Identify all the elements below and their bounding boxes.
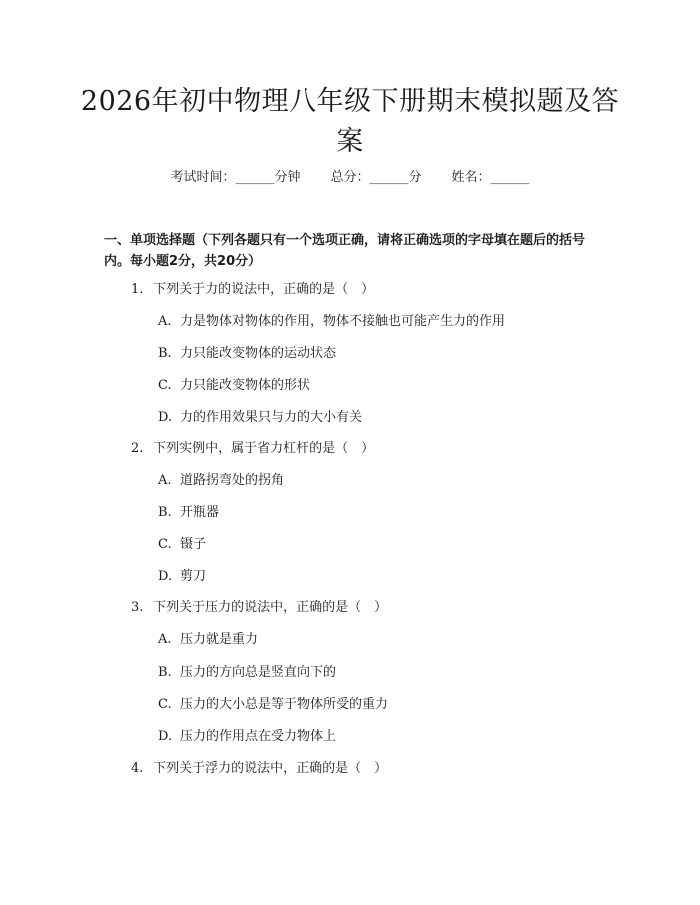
option-text: 压力的方向总是竖直向下的 — [180, 665, 337, 680]
question-text: 下列关于力的说法中，正确的是（ ） — [153, 282, 375, 297]
option-letter: C. — [158, 697, 172, 712]
option-text: 压力的作用点在受力物体上 — [180, 729, 337, 744]
exam-meta — [0, 168, 700, 188]
option-text: 镊子 — [180, 537, 207, 552]
option-text: 剪刀 — [180, 569, 207, 584]
question-number: 2. — [131, 441, 144, 456]
option-text: 压力就是重力 — [180, 632, 259, 647]
page-title: 2026年初中物理八年级下册期末模拟题及答案 — [80, 86, 620, 157]
question-1 — [131, 281, 374, 299]
option-letter: A. — [158, 632, 172, 647]
option-letter: D. — [158, 410, 173, 425]
option-letter: D. — [158, 569, 173, 584]
option-letter: C. — [158, 537, 172, 552]
option-text: 开瓶器 — [180, 505, 220, 520]
option-letter: D. — [158, 729, 173, 744]
question-number: 3. — [131, 600, 144, 615]
question-4 — [131, 760, 387, 778]
total-score-field: 总分：______分 — [330, 170, 422, 185]
option-letter: B. — [158, 346, 172, 361]
option-3c — [158, 696, 388, 714]
question-number: 4. — [131, 761, 144, 776]
question-text: 下列实例中，属于省力杠杆的是（ ） — [153, 441, 375, 456]
option-text: 力只能改变物体的运动状态 — [180, 346, 337, 361]
option-text: 压力的大小总是等于物体所受的重力 — [180, 697, 389, 712]
option-text: 道路拐弯处的拐角 — [180, 473, 285, 488]
question-2 — [131, 440, 374, 458]
option-text: 力是物体对物体的作用，物体不接触也可能产生力的作用 — [180, 314, 506, 329]
section-heading: 一、单项选择题（下列各题只有一个选项正确，请将正确选项的字母填在题后的括号内。每小题2分，共20分） — [104, 233, 586, 269]
name-field: 姓名：______ — [451, 170, 530, 185]
question-text: 下列关于浮力的说法中，正确的是（ ） — [153, 761, 388, 776]
option-letter: A. — [158, 314, 172, 329]
option-2d — [158, 568, 206, 586]
question-3 — [131, 599, 387, 617]
question-number: 1. — [131, 282, 144, 297]
option-1c — [158, 377, 310, 395]
option-1d — [158, 409, 362, 427]
option-2c — [158, 536, 206, 554]
option-1b — [158, 345, 336, 363]
exam-time-field: 考试时间：______分钟 — [170, 170, 301, 185]
option-text: 力只能改变物体的形状 — [180, 378, 311, 393]
option-1a — [158, 313, 505, 331]
option-letter: A. — [158, 473, 172, 488]
option-text: 力的作用效果只与力的大小有关 — [180, 410, 363, 425]
option-letter: C. — [158, 378, 172, 393]
option-2a — [158, 472, 284, 490]
option-letter: B. — [158, 505, 172, 520]
question-text: 下列关于压力的说法中，正确的是（ ） — [153, 600, 388, 615]
option-letter: B. — [158, 665, 172, 680]
option-3b — [158, 664, 336, 682]
option-2b — [158, 504, 219, 522]
option-3d — [158, 728, 336, 746]
option-3a — [158, 631, 258, 649]
